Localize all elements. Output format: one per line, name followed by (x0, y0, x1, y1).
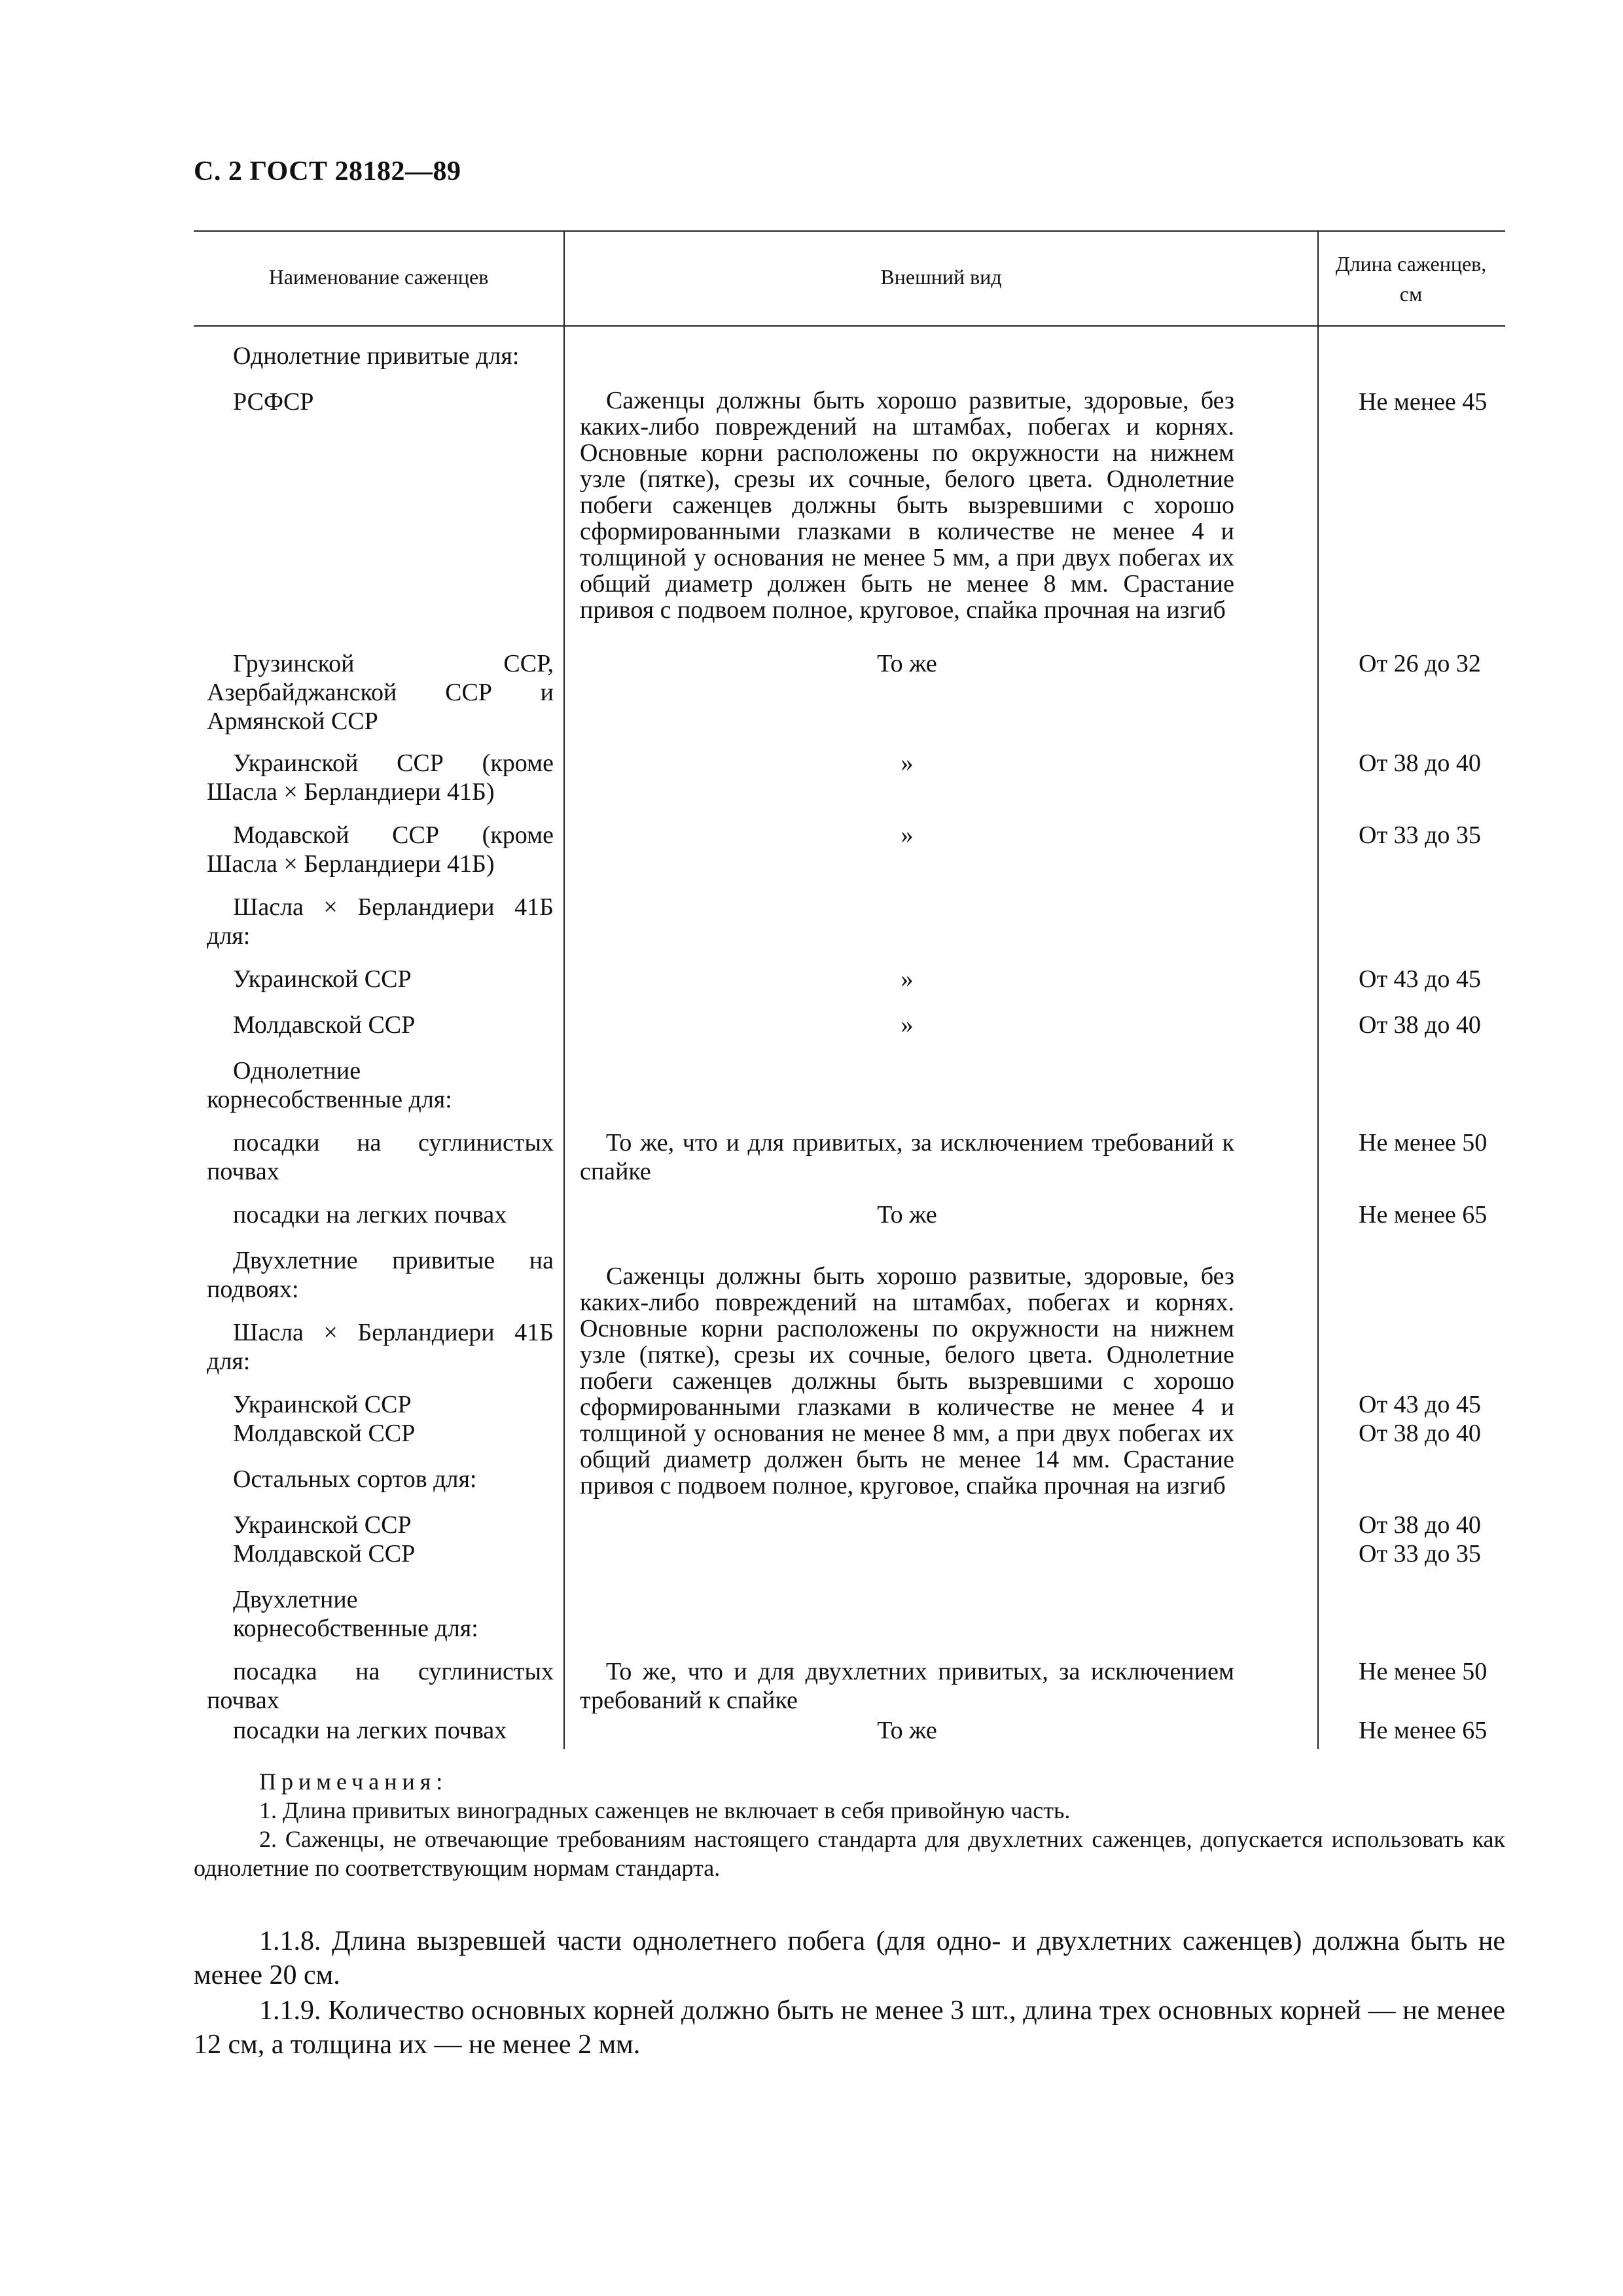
row-length: От 38 до 40 (1359, 1511, 1481, 1539)
row-name: Шасла × Берландиери 41Б для: (207, 893, 554, 950)
row-name: Молдавской ССР (233, 1540, 416, 1568)
row-name: Украинской ССР (233, 1511, 412, 1539)
col-header-appearance: Внешний вид (880, 265, 1002, 289)
row-length: От 26 до 32 (1359, 650, 1481, 677)
row-appearance: То же (877, 1717, 937, 1744)
row-length: Не менее 45 (1359, 388, 1488, 416)
row-name: Однолетние привитые для: (233, 342, 520, 370)
row-name: Украинской ССР (233, 965, 412, 993)
row-length: От 33 до 35 (1359, 821, 1481, 849)
row-name: Остальных сортов для: (233, 1465, 477, 1493)
row-name: Молдавской ССР (233, 1420, 416, 1447)
notes-title: Примечания: (259, 1768, 448, 1795)
col-header-length: Длина саженцев, см (1335, 252, 1487, 306)
row-name: Однолетние корнесобственные для: (207, 1057, 452, 1113)
row-name: Шасла × Берландиери 41Б для: (207, 1319, 554, 1375)
row-length: От 38 до 40 (1359, 1420, 1481, 1447)
paragraph-1-1-8: 1.1.8. Длина вызревшей части однолетнего побега (для одно- и двухлетних саженцев) должна быть не менее 20 см. (194, 1926, 1505, 1990)
row-appearance: То же, что и для привитых, за исключением требований к спайке (580, 1129, 1234, 1185)
col-header-name: Наименование саженцев (268, 265, 489, 289)
row-appearance: » (901, 965, 914, 993)
row-appearance: » (901, 821, 914, 849)
row-name: Украинской ССР (кроме Шасла × Берландиери 41Б) (207, 749, 554, 806)
paragraph-1-1-9: 1.1.9. Количество основных корней должно быть не менее 3 шт., длина трех основных корней — не менее 12 см, а толщина их — не менее 2 мм. (194, 1996, 1505, 2060)
row-length: От 43 до 45 (1359, 965, 1481, 993)
row-length: Не менее 65 (1359, 1201, 1488, 1229)
row-length: Не менее 50 (1359, 1129, 1488, 1157)
row-name: Украинской ССР (233, 1391, 412, 1418)
notes-block (194, 1767, 1505, 1882)
row-name: Молдавской ССР (233, 1011, 416, 1039)
row-name: посадки на суглинистых почвах (207, 1129, 554, 1185)
row-length: От 33 до 35 (1359, 1540, 1481, 1568)
row-appearance: То же (877, 650, 937, 677)
row-length: От 38 до 40 (1359, 749, 1481, 777)
row-appearance: То же (877, 1201, 937, 1229)
row-name: Двухлетние корнесобственные для: (233, 1586, 478, 1642)
row-length: Не менее 50 (1359, 1658, 1488, 1685)
note-item: 1. Длина привитых виноградных саженцев не включает в себя привойную часть. (259, 1797, 1071, 1823)
page-title: С. 2 ГОСТ 28182—89 (194, 156, 461, 187)
note-item: 2. Саженцы, не отвечающие требованиям настоящего стандарта для двухлетних саженцев, допускается использовать как однолетние по соответствующим нормам стандарта. (194, 1826, 1505, 1881)
row-length: Не менее 65 (1359, 1717, 1488, 1744)
row-name: Двухлетние привитые на подвоях: (207, 1247, 554, 1303)
row-name: посадки на легких почвах (233, 1717, 507, 1744)
row-appearance: Саженцы должны быть хорошо развитые, здоровые, без каких-либо повреждений на штамбах, побегах и корнях. Основные корни расположены по окружности на нижнем узле (пятке), срезы их сочные, белого цвета. Однолетние побеги саженцев должны быть вызревшими с хорошо сформированными глазками в количестве не менее 4 и толщиной у основания не менее 8 мм, а при двух побегах их общий диаметр должен быть не менее 14 мм. Срастание привоя с подвоем полное, круговое, спайка прочная на изгиб (580, 1263, 1234, 1499)
row-name: Модавской ССР (кроме Шасла × Берландиери 41Б) (207, 821, 554, 878)
row-name: Грузинской ССР, Азербайджанской ССР и Армянской ССР (207, 650, 554, 735)
row-name: посадки на легких почвах (233, 1201, 507, 1229)
row-appearance: » (901, 749, 914, 777)
row-length: От 38 до 40 (1359, 1011, 1481, 1039)
row-length: От 43 до 45 (1359, 1391, 1481, 1418)
row-appearance: То же, что и для двухлетних привитых, за исключением требований к спайке (580, 1658, 1234, 1714)
table-header-rule (194, 325, 1505, 327)
table-top-rule (194, 230, 1505, 232)
seedlings-table (194, 230, 1505, 1749)
row-name: РСФСР (233, 388, 314, 416)
row-appearance: Саженцы должны быть хорошо развитые, здоровые, без каких-либо повреждений на штамбах, побегах и корнях. Основные корни расположены по окружности на нижнем узле (пятке), срезы их сочные, белого цвета. Однолетние побеги саженцев должны быть вызревшими с хорошо сформированными глазками в количестве не менее 4 и толщиной у основания не менее 5 мм, а при двух побегах их общий диаметр должен быть не менее 8 мм. Срастание привоя с подвоем полное, круговое, спайка прочная на изгиб (580, 387, 1234, 624)
column-divider-2 (1317, 230, 1319, 1749)
row-name: посадка на суглинистых почвах (207, 1658, 554, 1714)
row-appearance: » (901, 1011, 914, 1039)
